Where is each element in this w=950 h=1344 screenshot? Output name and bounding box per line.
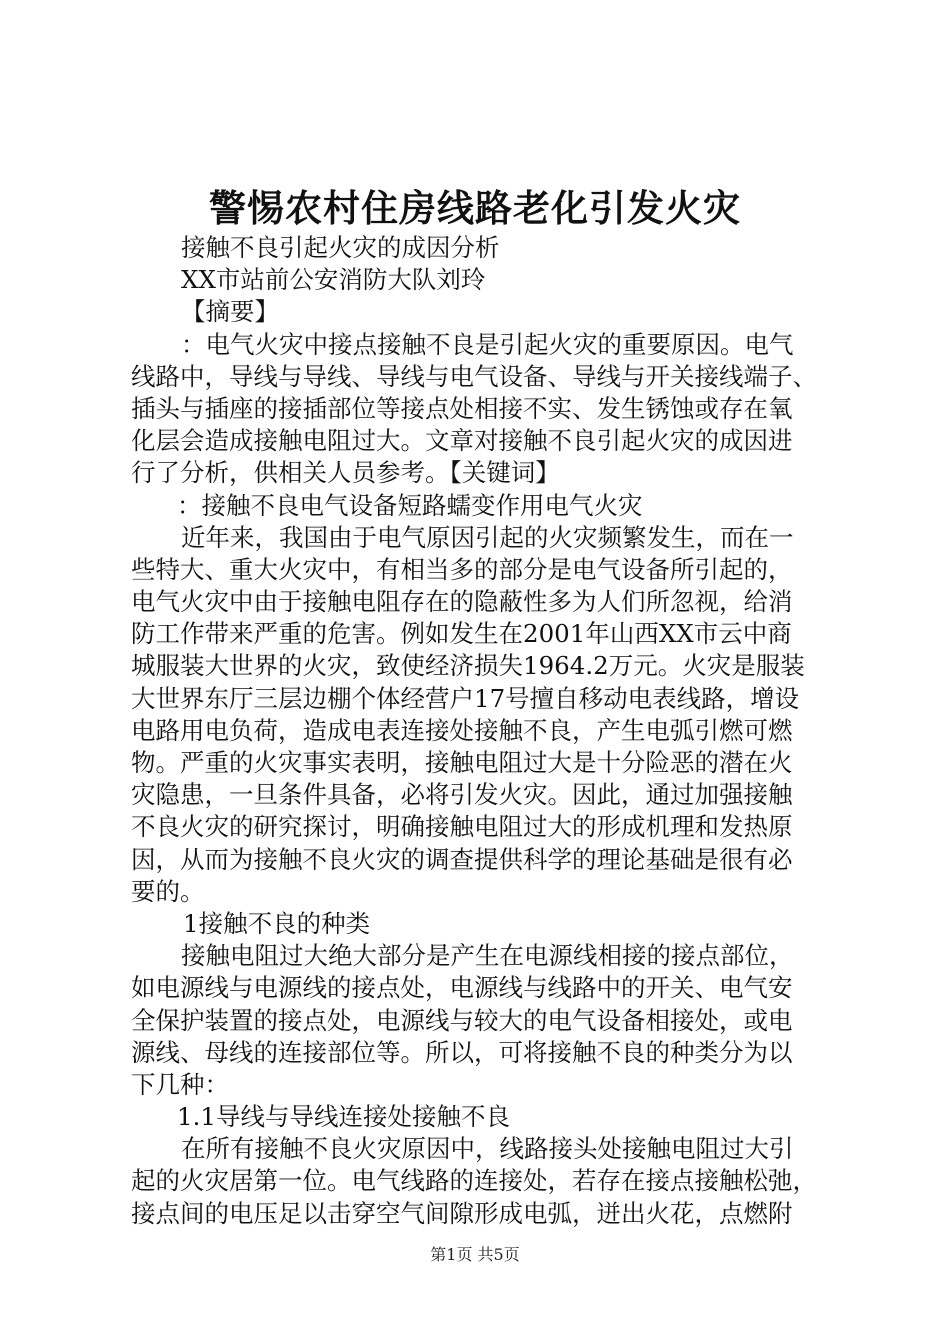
paragraph-line: 大世界东厅三层边棚个体经营户17号擅自移动电表线路，增设 — [131, 683, 800, 713]
paragraph-line: 源线、母线的连接部位等。所以，可将接触不良的种类分为以 — [131, 1037, 793, 1067]
paragraph-line: 些特大、重大火灾中，有相当多的部分是电气设备所引起的， — [131, 554, 793, 584]
document-title: 警惕农村住房线路老化引发火灾 — [209, 187, 741, 230]
paragraph-line: 行了分析，供相关人员参考。【关键词】 — [131, 458, 560, 488]
paragraph-line: 近年来，我国由于电气原因引起的火灾频繁发生，而在一 — [181, 522, 794, 552]
paragraph-line: 要的。 — [131, 876, 205, 906]
paragraph-line: 全保护装置的接点处，电源线与较大的电气设备相接处，或电 — [131, 1005, 793, 1035]
subtitle: 接触不良引起火灾的成因分析 — [181, 233, 500, 262]
paragraph-line: 如电源线与电源线的接点处，电源线与线路中的开关、电气安 — [131, 973, 793, 1003]
paragraph-line: 防工作带来严重的危害。例如发生在2001年山西XX市云中商 — [131, 619, 792, 649]
section-heading: 1接触不良的种类 — [183, 908, 371, 938]
paragraph-line: 灾隐患，一旦条件具备，必将引发火灾。因此，通过加强接触 — [131, 780, 793, 810]
paragraph-line: 因，从而为接触不良火灾的调查提供科学的理论基础是很有必 — [131, 844, 793, 874]
paragraph-line: 接触电阻过大绝大部分是产生在电源线相接的接点部位， — [181, 941, 794, 971]
paragraph-line: 物。严重的火灾事实表明，接触电阻过大是十分险恶的潜在火 — [131, 748, 793, 777]
paragraph-line: 下几种： — [131, 1069, 229, 1099]
paragraph-line: 城服装大世界的火灾，致使经济损失1964.2万元。火灾是服装 — [131, 651, 805, 681]
subsection-heading: 1.1导线与导线连接处接触不良 — [177, 1102, 510, 1132]
paragraph-line: 起的火灾居第一位。电气线路的连接处，若存在接点接触松弛， — [131, 1166, 817, 1196]
abstract-heading: 【摘要】 — [181, 297, 279, 327]
keywords-line: ：接触不良电气设备短路蠕变作用电气火灾 — [177, 490, 643, 520]
document-body — [131, 232, 835, 1230]
paragraph-line: 不良火灾的研究探讨，明确接触电阻过大的形成机理和发热原 — [131, 812, 793, 842]
author-line: XX市站前公安消防大队刘玲 — [181, 265, 486, 295]
paragraph-line: 化层会造成接触电阻过大。文章对接触不良引起火灾的成因进 — [131, 426, 793, 456]
page-number-footer: 第1页 共5页 — [430, 1245, 520, 1264]
paragraph-line: 线路中，导线与导线、导线与电气设备、导线与开关接线端子、 — [131, 361, 817, 391]
paragraph-line: 接点间的电压足以击穿空气间隙形成电弧，迸出火花，点燃附 — [131, 1198, 793, 1228]
paragraph-line: ：电气火灾中接点接触不良是引起火灾的重要原因。电气 — [181, 329, 794, 359]
paragraph-line: 电气火灾中由于接触电阻存在的隐蔽性多为人们所忽视，给消 — [131, 587, 793, 617]
paragraph-line: 电路用电负荷，造成电表连接处接触不良，产生电弧引燃可燃 — [131, 715, 793, 745]
paragraph-line: 插头与插座的接插部位等接点处相接不实、发生锈蚀或存在氧 — [131, 393, 793, 423]
paragraph-line: 在所有接触不良火灾原因中，线路接头处接触电阻过大引 — [181, 1134, 794, 1164]
